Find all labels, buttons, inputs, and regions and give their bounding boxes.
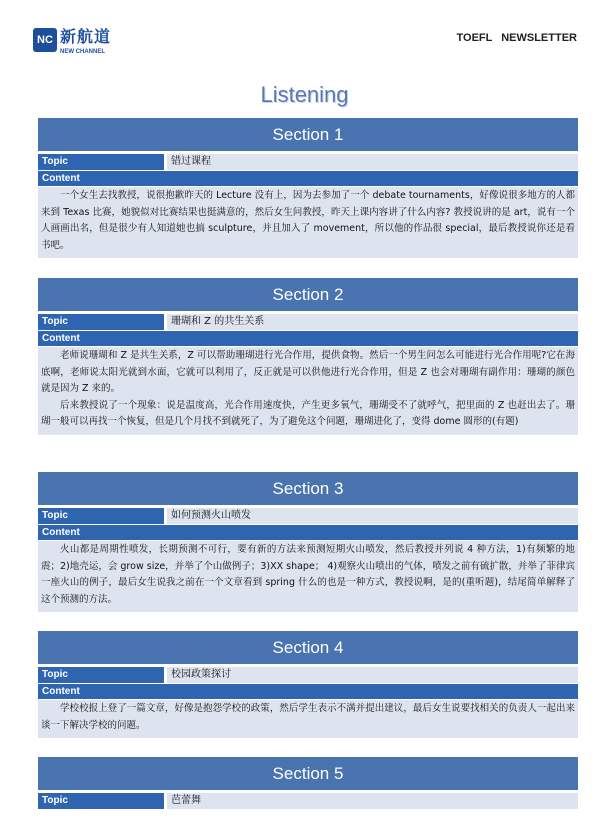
- topic-row: [38, 793, 578, 809]
- topic-row: [38, 154, 578, 170]
- content-label: Content: [38, 684, 578, 699]
- page-title: Listening: [260, 82, 349, 107]
- content-body: [38, 187, 578, 258]
- section-heading: Section 1: [38, 118, 578, 151]
- content-label: Content: [38, 525, 578, 540]
- content-paragraph: 后来教授说了一个现象：说是温度高，光合作用速度快，产生更多氧气，珊瑚受不了就呼气，把里面的 Z 也赶出去了。珊瑚一般可以再找一个恢复，但是几个月找不到就死了，为了避免这个问题，珊瑚进化了，变得 dome 圆形的(有题): [41, 399, 575, 427]
- topic-row: [38, 314, 578, 330]
- topic-row: [38, 508, 578, 524]
- logo-english-name: NEW CHANNEL: [60, 49, 105, 55]
- topic-label: Topic: [38, 154, 164, 170]
- newsletter-title: TOEFL NEWSLETTER: [456, 32, 577, 44]
- logo-chinese-name: 新航道: [60, 27, 112, 46]
- new-channel-logo: [33, 24, 111, 55]
- section-1: [38, 118, 578, 258]
- content-paragraph: 一个女生去找教授，说很抱歉昨天的 Lecture 没有上，因为去参加了一个 debate tournaments，好像说很多地方的人都来到 Texas 比赛，她貌似对比赛结果也挺满意的，然后女生问教授，昨天上课内容讲了什么内容? 教授说讲的是 art，说有一个人画画出名，但是很少有人知道她也搞 sculpture，并且加入了 movement，所以他的作品很 special，最后教授说你还是看书吧。: [41, 190, 575, 251]
- topic-label: Topic: [38, 314, 164, 330]
- content-paragraph: 学校校报上登了一篇文章，好像是抱怨学校的政策，然后学生表示不满并提出建议，最后女生说要找相关的负责人一起出来谈一下解决学校的问题。: [41, 703, 575, 731]
- topic-row: [38, 667, 578, 683]
- section-4: [38, 631, 578, 738]
- content-body: [38, 347, 578, 435]
- content-paragraph: 老师说珊瑚和 Z 是共生关系，Z 可以帮助珊瑚进行光合作用，提供食物。然后一个男生问怎么可能进行光合作用呢?它在海底啊，老师说太阳光就到水面，它就可以利用了，反正就是可以供他进行光合作用，但是 Z 也会对珊瑚有副作用：珊瑚的颜色就是因为 Z 来的。: [41, 350, 575, 394]
- topic-value: 如何预测火山喷发: [167, 508, 578, 524]
- content-label: Content: [38, 171, 578, 186]
- topic-value: 校园政策探讨: [167, 667, 578, 683]
- topic-value: 错过课程: [167, 154, 578, 170]
- topic-value: 珊瑚和 Z 的共生关系: [167, 314, 578, 330]
- section-2: [38, 278, 578, 435]
- topic-label: Topic: [38, 667, 164, 683]
- content-paragraph: 火山都是周期性喷发，长期预测不可行，要有新的方法来预测短期火山喷发，然后教授并列说 4 种方法，1)有频繁的地震；2)地壳运，会 grow size，并举了个山做例子；3)XX shape； 4)观察火山喷出的气体，喷发之前有硫扩散，并举了菲律宾一座火山的例子，最后女生说我之前在一个文章看到 spring 什么的也是一种方式，教授说啊，是的(重听题)，结尾简单解释了这个预测的方法。: [41, 544, 575, 605]
- section-heading: Section 5: [38, 757, 578, 790]
- section-3: [38, 472, 578, 612]
- section-heading: Section 4: [38, 631, 578, 664]
- content-body: [38, 541, 578, 612]
- section-5: [38, 757, 578, 809]
- section-heading: Section 2: [38, 278, 578, 311]
- topic-label: Topic: [38, 508, 164, 524]
- section-heading: Section 3: [38, 472, 578, 505]
- topic-label: Topic: [38, 793, 164, 809]
- logo-icon: NC: [33, 28, 57, 52]
- content-label: Content: [38, 331, 578, 346]
- content-body: [38, 700, 578, 738]
- page-header: [0, 0, 609, 60]
- topic-value: 芭蕾舞: [167, 793, 578, 809]
